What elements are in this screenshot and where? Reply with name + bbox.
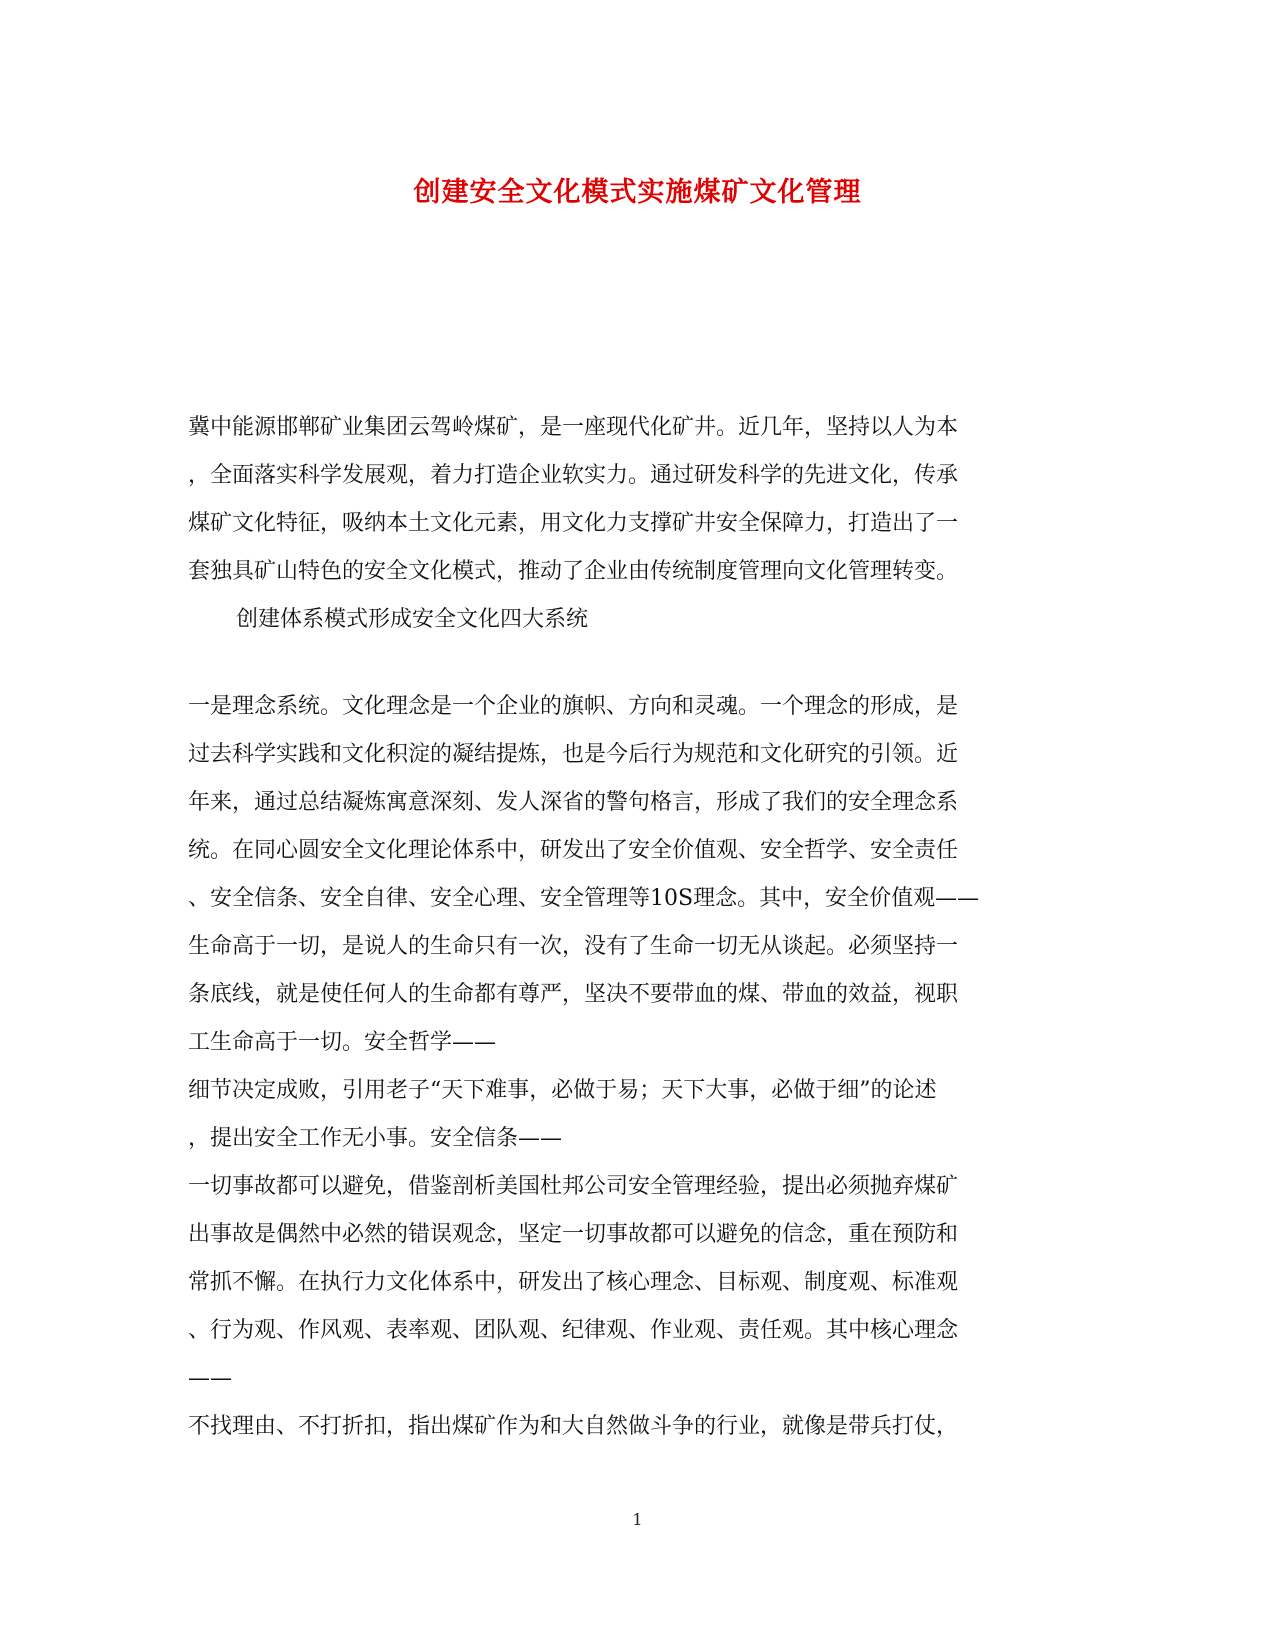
intro-paragraph (188, 404, 1068, 644)
text-line: 细节决定成败，引用老子“天下难事，必做于易；天下大事，必做于细”的论述 (188, 1078, 937, 1103)
text-line: 出事故是偶然中必然的错误观念，坚定一切事故都可以避免的信念，重在预防和 (188, 1222, 959, 1247)
document-title: 创建安全文化模式实施煤矿文化管理 (413, 177, 862, 208)
text-line: 一是理念系统。文化理念是一个企业的旗帜、方向和灵魂。一个理念的形成，是 (188, 694, 959, 719)
text-line: 工生命高于一切。安全哲学—— (188, 1030, 497, 1055)
section-heading: 创建体系模式形成安全文化四大系统 (236, 607, 589, 632)
text-line: 过去科学实践和文化积淀的凝结提炼，也是今后行为规范和文化研究的引领。近 (188, 742, 959, 767)
text-line: 煤矿文化特征，吸纳本土文化元素，用文化力支撑矿井安全保障力，打造出了一 (188, 511, 959, 536)
text-line: 年来，通过总结凝炼寓意深刻、发人深省的警句格言，形成了我们的安全理念系 (188, 790, 959, 815)
page-number: 1 (632, 1510, 643, 1529)
text-line: 、行为观、作风观、表率观、团队观、纪律观、作业观、责任观。其中核心理念 (188, 1318, 959, 1343)
text-line: ，全面落实科学发展观，着力打造企业软实力。通过研发科学的先进文化，传承 (188, 463, 959, 488)
text-line: 套独具矿山特色的安全文化模式，推动了企业由传统制度管理向文化管理转变。 (188, 559, 959, 584)
text-line: 生命高于一切，是说人的生命只有一次，没有了生命一切无从谈起。必须坚持一 (188, 934, 959, 959)
text-line: ，提出安全工作无小事。安全信条—— (188, 1126, 563, 1151)
text-line: —— (188, 1366, 232, 1391)
text-line: 条底线，就是使任何人的生命都有尊严，坚决不要带血的煤、带血的效益，视职 (188, 982, 959, 1007)
text-line: 冀中能源邯郸矿业集团云驾岭煤矿，是一座现代化矿井。近几年，坚持以人为本 (188, 415, 959, 440)
text-line: 一切事故都可以避免，借鉴剖析美国杜邦公司安全管理经验，提出必须抛弃煤矿 (188, 1174, 959, 1199)
text-line: 、安全信条、安全自律、安全心理、安全管理等10S理念。其中，安全价值观—— (188, 886, 980, 911)
text-line: 常抓不懈。在执行力文化体系中，研发出了核心理念、目标观、制度观、标准观 (188, 1270, 959, 1295)
text-line: 统。在同心圆安全文化理论体系中，研发出了安全价值观、安全哲学、安全责任 (188, 838, 959, 863)
text-line: 不找理由、不打折扣，指出煤矿作为和大自然做斗争的行业，就像是带兵打仗， (188, 1414, 959, 1439)
body-paragraph (188, 683, 1068, 1451)
